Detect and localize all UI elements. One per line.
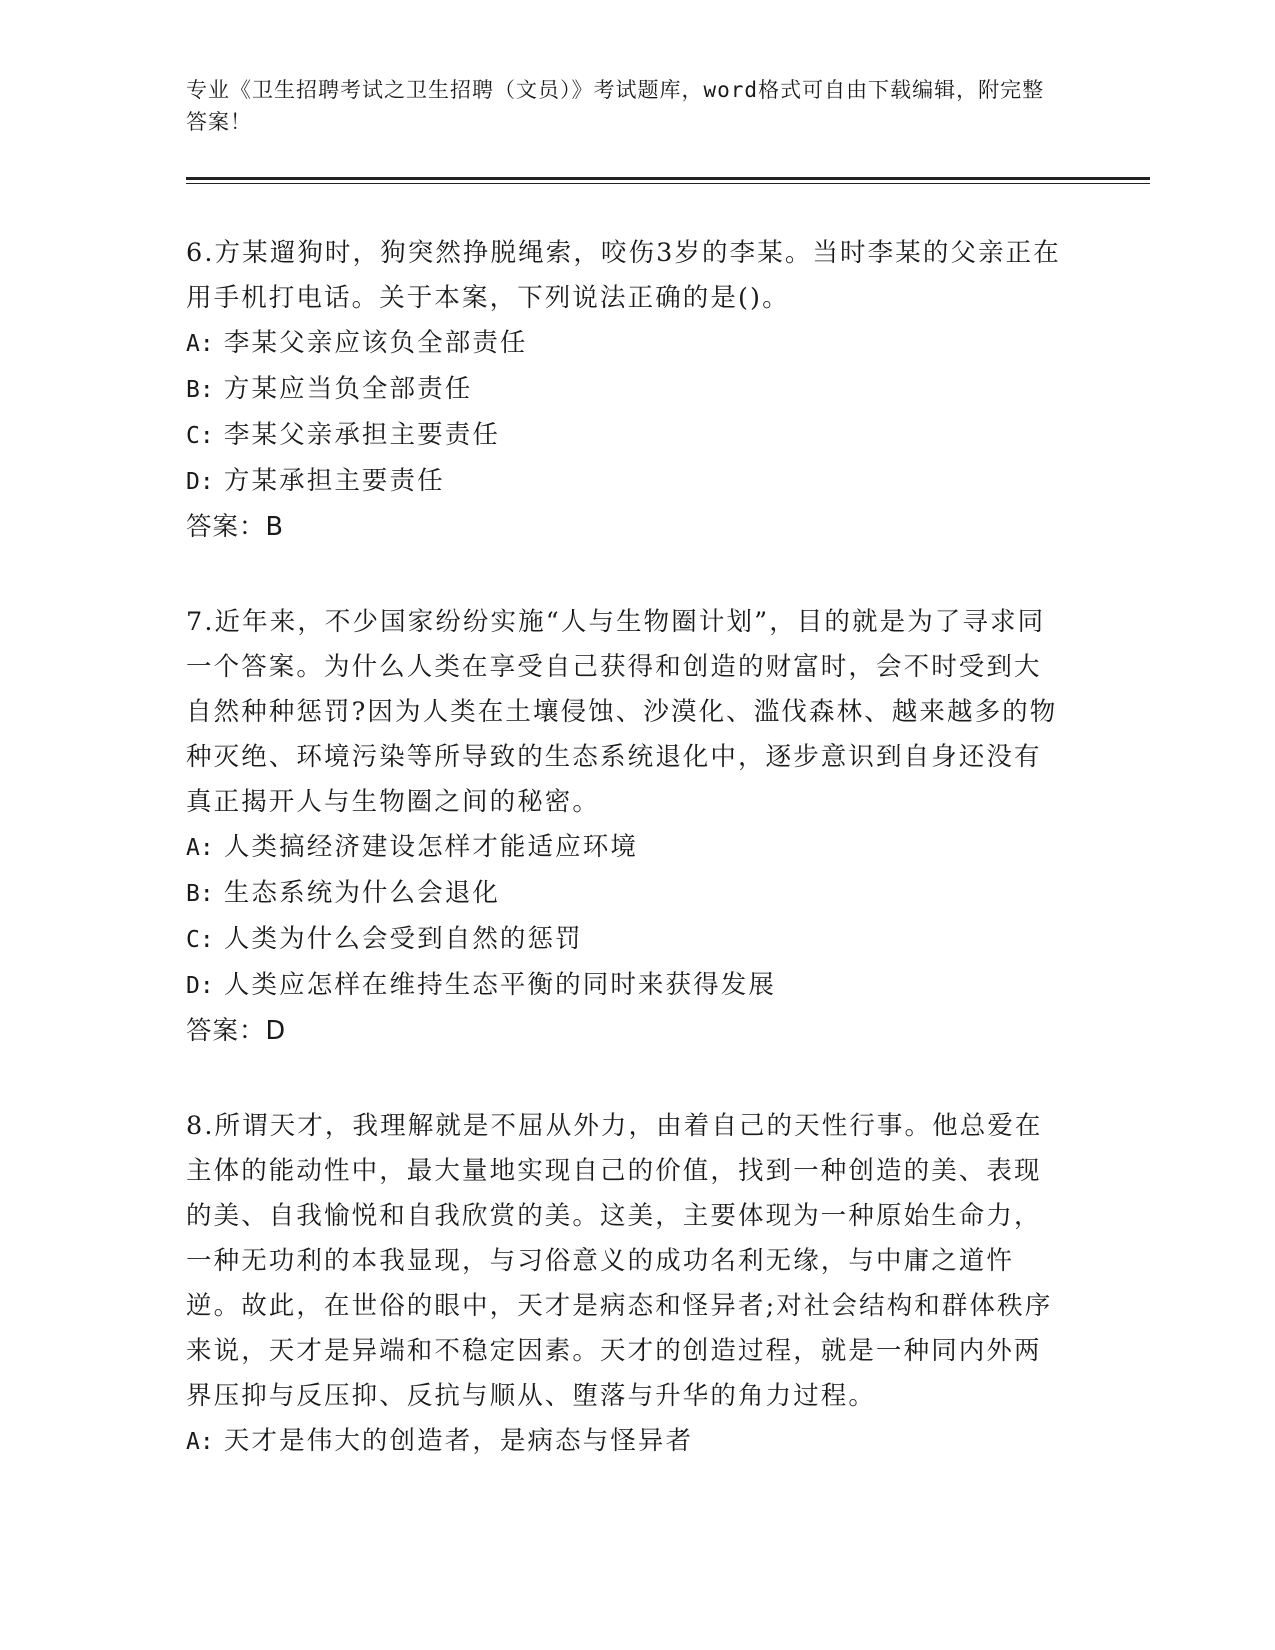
option-d: [186, 963, 1066, 1009]
question-stem: 6.方某遛狗时，狗突然挣脱绳索，咬伤3岁的李某。当时李某的父亲正在用手机打电话。关于本案，下列说法正确的是()。: [186, 238, 1061, 313]
option-text: 生态系统为什么会退化: [223, 878, 500, 908]
answer-label: 答案：B: [186, 512, 284, 542]
option-letter: B:: [186, 881, 214, 907]
option-c: [186, 917, 1066, 963]
option-text: 人类为什么会受到自然的惩罚: [223, 924, 583, 954]
document-header: 专业《卫生招聘考试之卫生招聘（文员）》考试题库，word格式可自由下载编辑，附完整答案！: [186, 78, 1045, 134]
question-stem: 8.所谓天才，我理解就是不屈从外力，由着自己的天性行事。他总爱在主体的能动性中，最大量地实现自己的价值，找到一种创造的美、表现的美、自我愉悦和自我欣赏的美。这美，主要体现为一种原始生命力，一种无功利的本我显现，与习俗意义的成功名利无缘，与中庸之道忤逆。故此，在世俗的眼中，天才是病态和怪异者;对社会结构和群体秩序来说，天才是异端和不稳定因素。天才的创造过程，就是一种同内外两界压抑与反压抑、反抗与顺从、堕落与升华的角力过程。: [186, 1111, 1053, 1411]
option-letter: C:: [186, 423, 214, 449]
answer-label: 答案：D: [186, 1016, 287, 1046]
question-stem: 7.近年来，不少国家纷纷实施“人与生物圈计划”，目的就是为了寻求同一个答案。为什么人类在享受自己获得和创造的财富时，会不时受到大自然种种惩罚?因为人类在土壤侵蚀、沙漠化、滥伐森林、越来越多的物种灭绝、环境污染等所导致的生态系统退化中，逐步意识到自身还没有真正揭开人与生物圈之间的秘密。: [186, 607, 1058, 817]
option-a: [186, 825, 1066, 871]
header-divider-thick: [186, 177, 1150, 180]
question-list: [186, 231, 1066, 1515]
option-a: [186, 1419, 1066, 1465]
option-text: 李某父亲承担主要责任: [223, 420, 500, 450]
option-text: 天才是伟大的创造者，是病态与怪异者: [223, 1426, 694, 1456]
option-a: [186, 321, 1066, 367]
option-letter: B:: [186, 377, 214, 403]
option-letter: D:: [186, 973, 214, 999]
header-divider-thin: [186, 183, 1150, 184]
option-letter: A:: [186, 331, 214, 357]
option-text: 方某应当负全部责任: [223, 374, 473, 404]
option-c: [186, 413, 1066, 459]
option-d: [186, 459, 1066, 505]
option-letter: D:: [186, 469, 214, 495]
option-letter: C:: [186, 927, 214, 953]
option-text: 人类搞经济建设怎样才能适应环境: [223, 832, 638, 862]
option-letter: A:: [186, 1429, 214, 1455]
option-b: [186, 367, 1066, 413]
option-letter: A:: [186, 835, 214, 861]
question-8: [186, 1104, 1066, 1465]
option-text: 李某父亲应该负全部责任: [223, 328, 528, 358]
question-6: [186, 231, 1066, 550]
option-text: 方某承担主要责任: [223, 466, 445, 496]
option-b: [186, 871, 1066, 917]
option-text: 人类应怎样在维持生态平衡的同时来获得发展: [223, 970, 776, 1000]
question-7: [186, 600, 1066, 1054]
